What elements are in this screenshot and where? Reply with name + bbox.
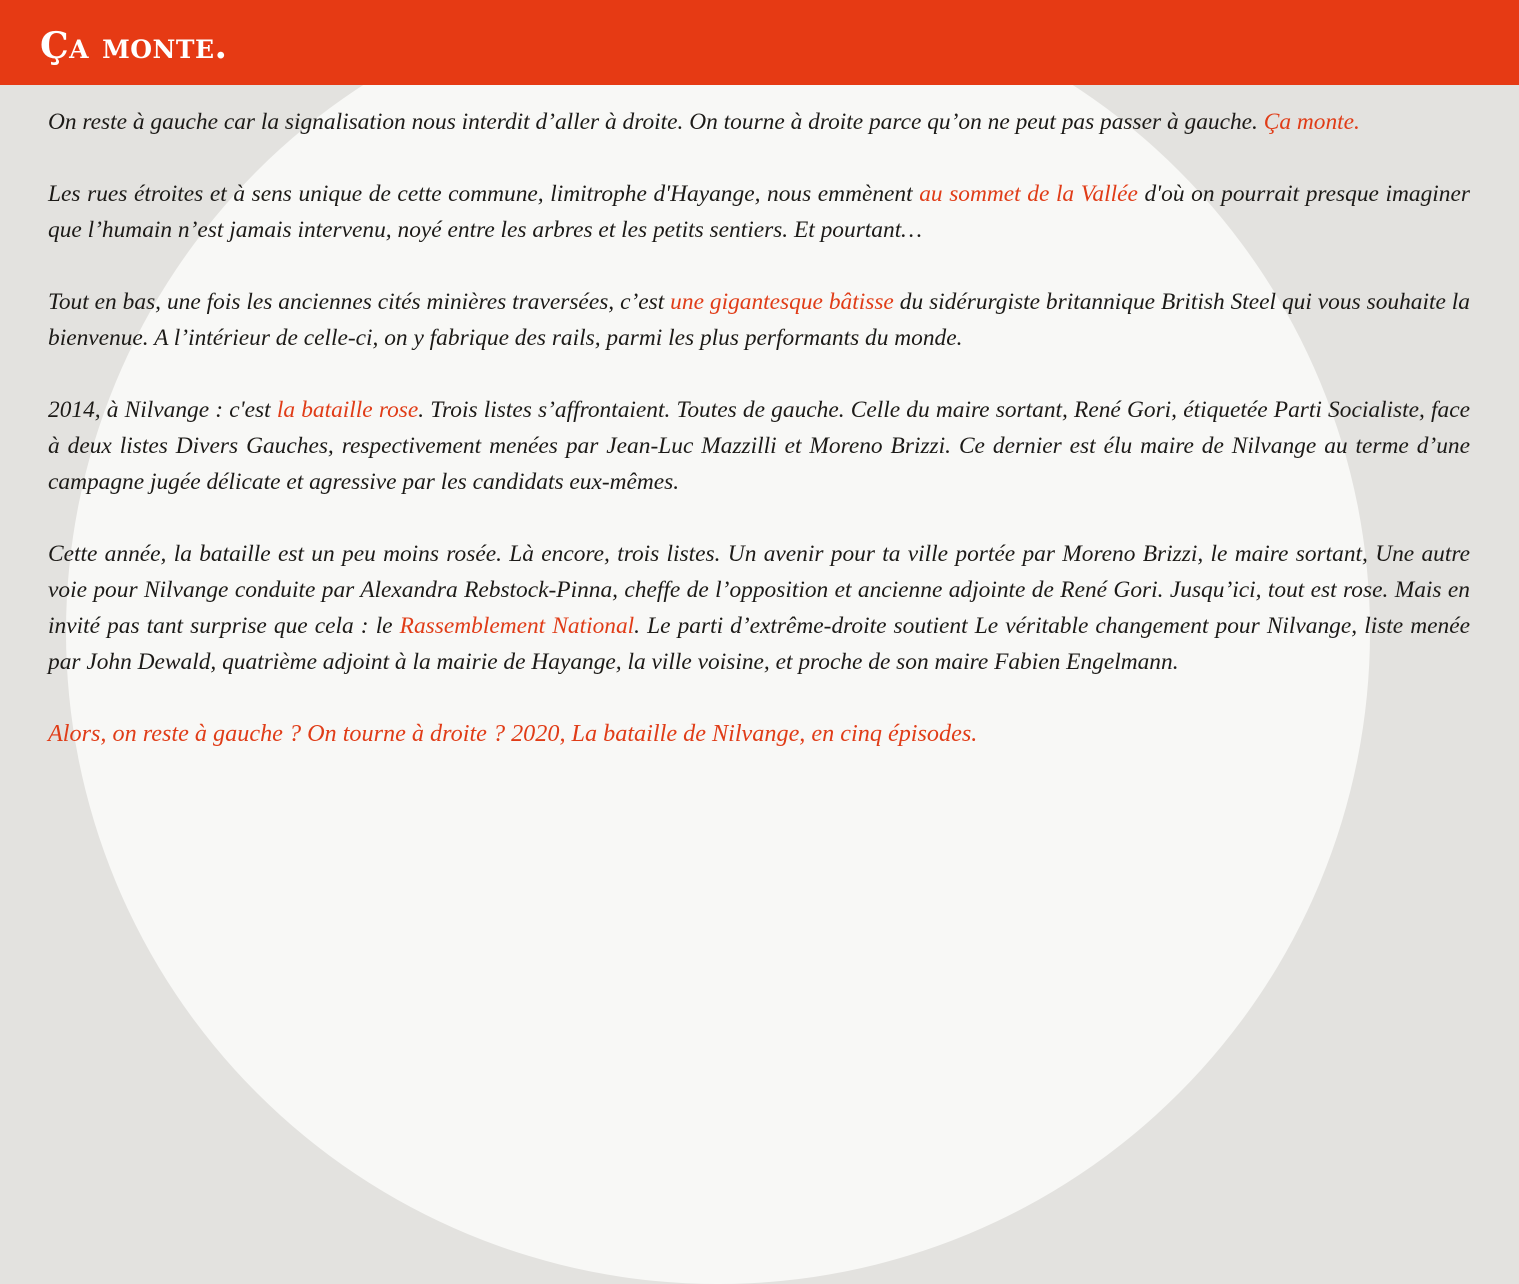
paragraph-text: Tout en bas, une fois les anciennes cités minières traversées, c’est bbox=[48, 289, 671, 315]
link-sommet-vallee[interactable]: au sommet de la Vallée bbox=[919, 181, 1138, 207]
link-bataille-rose[interactable]: la bataille rose bbox=[276, 397, 419, 423]
link-ca-monte[interactable]: Ça monte. bbox=[1263, 109, 1360, 135]
paragraph-text: 2014, à Nilvange : c'est bbox=[48, 397, 277, 423]
paragraph-text: Cette année, la bataille est un peu moins rosée. Là encore, trois listes. Un avenir pour ta ville portée par Moreno Brizzi, le maire sortant, Une autre voie pour Nilvange conduite par Alexandra Rebstock-Pinna, cheffe de l’opposition et ancienne adjointe de René Gori. Jusqu’ici, tout est rose. Mais en invité pas tant surprise que cela : le bbox=[48, 541, 1470, 639]
paragraph-streets bbox=[48, 176, 1470, 248]
link-gigantesque-batisse[interactable]: une gigantesque bâtisse bbox=[670, 289, 894, 315]
page-title: Ça monte. bbox=[40, 25, 228, 67]
paragraph-text: . Trois listes s’affrontaient. Toutes de gauche. Celle du maire sortant, René Gori, étiquetée Parti Socialiste, face à deux listes Divers Gauches, respectivement menées par Jean-Luc Mazzilli et Moreno Brizzi. Ce dernier est élu maire de Nilvange au terme d’une campagne jugée délicate et agressive par les candidats eux-mêmes. bbox=[48, 397, 1470, 495]
paragraph-text: On reste à gauche car la signalisation nous interdit d’aller à droite. On tourne à droite parce qu’on ne peut pas passer à gauche. bbox=[48, 109, 1264, 135]
paragraph-text: . Le parti d’extrême-droite soutient Le véritable changement pour Nilvange, liste menée par John Dewald, quatrième adjoint à la mairie de Hayange, la ville voisine, et proche de son maire Fabien Engelmann. bbox=[48, 613, 1471, 675]
header-bar bbox=[0, 0, 1519, 85]
closing-tagline: Alors, on reste à gauche ? On tourne à droite ? 2020, La bataille de Nilvange, en cinq épisodes. bbox=[48, 720, 978, 747]
paragraph-2014 bbox=[48, 392, 1470, 500]
paragraph-2020 bbox=[48, 536, 1470, 680]
link-rassemblement-national[interactable]: Rassemblement National bbox=[399, 613, 635, 639]
paragraph-text: Les rues étroites et à sens unique de cette commune, limitrophe d'Hayange, nous emmènent bbox=[48, 181, 920, 207]
paragraph-text: du sidérurgiste britannique British Steel qui vous souhaite la bienvenue. A l’intérieur de celle-ci, on y fabrique des rails, parmi les plus performants du monde. bbox=[48, 289, 1470, 351]
article-body bbox=[48, 104, 1470, 788]
paragraph-text: d'où on pourrait presque imaginer que l’humain n’est jamais intervenu, noyé entre les arbres et les petits sentiers. Et pourtant… bbox=[48, 181, 1470, 243]
paragraph-intro bbox=[48, 104, 1470, 140]
paragraph-british-steel bbox=[48, 284, 1470, 356]
